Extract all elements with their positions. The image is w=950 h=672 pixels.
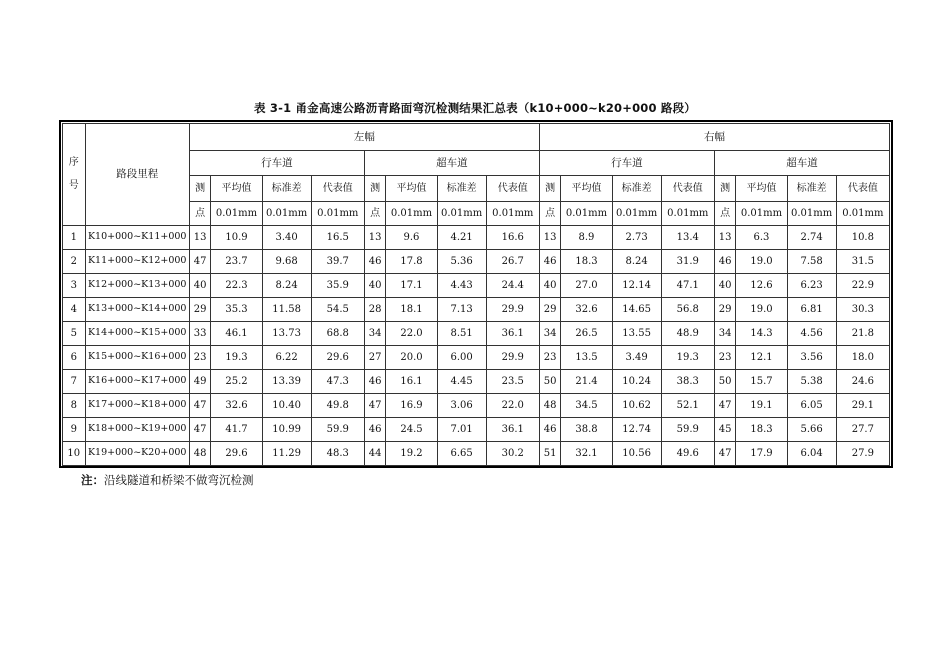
header-right-passing-std-unit: 0.01mm: [787, 202, 836, 226]
cell-l-pass-std: 3.06: [437, 394, 486, 418]
cell-l-drive-rep: 35.9: [311, 274, 364, 298]
cell-r-drive-rep: 38.3: [661, 370, 714, 394]
cell-l-pass-mean: 9.6: [386, 226, 437, 250]
header-left-driving-std: 标准差: [262, 176, 311, 202]
cell-seq: 9: [63, 418, 86, 442]
cell-r-pass-std: 4.56: [787, 322, 836, 346]
cell-l-pass-mean: 18.1: [386, 298, 437, 322]
cell-r-pass-mean: 6.3: [736, 226, 787, 250]
header-left-passing-std-unit: 0.01mm: [437, 202, 486, 226]
cell-r-drive-points: 48: [539, 394, 560, 418]
cell-l-pass-std: 4.43: [437, 274, 486, 298]
cell-l-drive-points: 13: [189, 226, 210, 250]
cell-range: K18+000~K19+000: [85, 418, 189, 442]
cell-l-drive-mean: 22.3: [211, 274, 262, 298]
cell-l-drive-points: 23: [189, 346, 210, 370]
cell-l-pass-mean: 24.5: [386, 418, 437, 442]
cell-seq: 10: [63, 442, 86, 466]
header-left-passing-rep: 代表值: [486, 176, 539, 202]
table-row: [63, 370, 890, 394]
cell-l-pass-std: 5.36: [437, 250, 486, 274]
cell-l-pass-rep: 26.7: [486, 250, 539, 274]
cell-r-drive-rep: 47.1: [661, 274, 714, 298]
cell-r-drive-points: 46: [539, 250, 560, 274]
header-left-passing-points: 点: [364, 202, 385, 226]
cell-r-drive-points: 46: [539, 418, 560, 442]
cell-range: K10+000~K11+000: [85, 226, 189, 250]
cell-l-drive-mean: 10.9: [211, 226, 262, 250]
cell-r-drive-points: 50: [539, 370, 560, 394]
cell-r-drive-std: 12.14: [612, 274, 661, 298]
cell-r-pass-points: 34: [714, 322, 735, 346]
cell-l-pass-points: 44: [364, 442, 385, 466]
header-right-passing-std: 标准差: [787, 176, 836, 202]
cell-r-pass-mean: 12.6: [736, 274, 787, 298]
cell-r-drive-std: 8.24: [612, 250, 661, 274]
cell-r-pass-mean: 18.3: [736, 418, 787, 442]
header-left-driving-std-unit: 0.01mm: [262, 202, 311, 226]
cell-l-pass-std: 4.45: [437, 370, 486, 394]
cell-r-drive-std: 12.74: [612, 418, 661, 442]
cell-l-pass-std: 7.01: [437, 418, 486, 442]
cell-seq: 4: [63, 298, 86, 322]
cell-r-drive-points: 13: [539, 226, 560, 250]
cell-r-drive-points: 29: [539, 298, 560, 322]
cell-r-pass-std: 2.74: [787, 226, 836, 250]
cell-l-pass-rep: 24.4: [486, 274, 539, 298]
cell-l-drive-std: 10.40: [262, 394, 311, 418]
cell-r-pass-mean: 19.0: [736, 250, 787, 274]
cell-r-pass-points: 23: [714, 346, 735, 370]
header-right-driving-std: 标准差: [612, 176, 661, 202]
cell-r-drive-std: 2.73: [612, 226, 661, 250]
header-seq: 序 号: [63, 124, 86, 226]
cell-l-drive-mean: 41.7: [211, 418, 262, 442]
cell-l-pass-mean: 19.2: [386, 442, 437, 466]
cell-seq: 1: [63, 226, 86, 250]
cell-r-drive-points: 51: [539, 442, 560, 466]
cell-r-drive-std: 10.62: [612, 394, 661, 418]
header-left-driving-mean: 平均值: [211, 176, 262, 202]
cell-r-drive-std: 3.49: [612, 346, 661, 370]
cell-l-drive-rep: 59.9: [311, 418, 364, 442]
table-row: [63, 274, 890, 298]
cell-seq: 2: [63, 250, 86, 274]
cell-l-pass-mean: 16.9: [386, 394, 437, 418]
header-left-passing-rep-unit: 0.01mm: [486, 202, 539, 226]
header-left-side: 左幅: [189, 124, 539, 151]
cell-r-pass-mean: 19.1: [736, 394, 787, 418]
header-right-driving-mean: 平均值: [561, 176, 612, 202]
cell-range: K19+000~K20+000: [85, 442, 189, 466]
cell-r-drive-std: 10.56: [612, 442, 661, 466]
cell-seq: 5: [63, 322, 86, 346]
cell-l-drive-rep: 54.5: [311, 298, 364, 322]
cell-l-pass-std: 4.21: [437, 226, 486, 250]
cell-r-drive-rep: 56.8: [661, 298, 714, 322]
cell-r-pass-rep: 30.3: [836, 298, 889, 322]
cell-l-pass-rep: 29.9: [486, 298, 539, 322]
header-right-driving-rep: 代表值: [661, 176, 714, 202]
cell-l-drive-std: 11.29: [262, 442, 311, 466]
header-right-passing-rep: 代表值: [836, 176, 889, 202]
cell-r-pass-points: 40: [714, 274, 735, 298]
cell-range: K11+000~K12+000: [85, 250, 189, 274]
cell-l-drive-mean: 46.1: [211, 322, 262, 346]
cell-l-drive-rep: 49.8: [311, 394, 364, 418]
cell-r-drive-mean: 26.5: [561, 322, 612, 346]
cell-r-pass-mean: 17.9: [736, 442, 787, 466]
header-left-passing-points: 测: [364, 176, 385, 202]
cell-r-drive-points: 23: [539, 346, 560, 370]
cell-r-pass-std: 3.56: [787, 346, 836, 370]
table-row: [63, 250, 890, 274]
cell-l-drive-std: 10.99: [262, 418, 311, 442]
cell-r-pass-std: 6.81: [787, 298, 836, 322]
table-row: [63, 394, 890, 418]
cell-l-drive-points: 48: [189, 442, 210, 466]
table-note: [81, 472, 254, 488]
cell-r-drive-mean: 32.1: [561, 442, 612, 466]
header-right-driving-points: 测: [539, 176, 560, 202]
cell-r-pass-std: 5.38: [787, 370, 836, 394]
cell-l-pass-points: 34: [364, 322, 385, 346]
cell-l-drive-mean: 23.7: [211, 250, 262, 274]
cell-l-pass-std: 7.13: [437, 298, 486, 322]
cell-r-pass-rep: 24.6: [836, 370, 889, 394]
header-left-driving-points: 测: [189, 176, 210, 202]
cell-r-drive-mean: 32.6: [561, 298, 612, 322]
cell-l-drive-std: 6.22: [262, 346, 311, 370]
cell-l-drive-rep: 48.3: [311, 442, 364, 466]
cell-r-pass-points: 13: [714, 226, 735, 250]
cell-l-drive-rep: 29.6: [311, 346, 364, 370]
cell-r-pass-rep: 10.8: [836, 226, 889, 250]
cell-l-pass-std: 8.51: [437, 322, 486, 346]
cell-r-pass-points: 47: [714, 394, 735, 418]
cell-r-pass-mean: 14.3: [736, 322, 787, 346]
cell-l-drive-mean: 25.2: [211, 370, 262, 394]
cell-l-drive-std: 11.58: [262, 298, 311, 322]
table-row: [63, 418, 890, 442]
cell-r-pass-std: 6.05: [787, 394, 836, 418]
cell-l-drive-std: 3.40: [262, 226, 311, 250]
cell-r-pass-rep: 22.9: [836, 274, 889, 298]
cell-r-drive-rep: 49.6: [661, 442, 714, 466]
header-left-driving-lane: 行车道: [189, 151, 364, 176]
cell-l-pass-points: 46: [364, 250, 385, 274]
note-text: 沿线隧道和桥梁不做弯沉检测: [104, 473, 254, 487]
cell-r-pass-rep: 27.7: [836, 418, 889, 442]
cell-l-pass-mean: 16.1: [386, 370, 437, 394]
cell-seq: 3: [63, 274, 86, 298]
cell-r-drive-mean: 18.3: [561, 250, 612, 274]
cell-l-drive-rep: 39.7: [311, 250, 364, 274]
table-row: [63, 226, 890, 250]
cell-l-drive-points: 29: [189, 298, 210, 322]
header-left-passing-std: 标准差: [437, 176, 486, 202]
cell-r-pass-std: 5.66: [787, 418, 836, 442]
deflection-table-frame: [59, 120, 893, 468]
cell-r-drive-mean: 27.0: [561, 274, 612, 298]
cell-range: K15+000~K16+000: [85, 346, 189, 370]
cell-r-pass-rep: 18.0: [836, 346, 889, 370]
cell-r-drive-rep: 19.3: [661, 346, 714, 370]
cell-l-pass-points: 40: [364, 274, 385, 298]
header-right-driving-std-unit: 0.01mm: [612, 202, 661, 226]
cell-l-pass-rep: 29.9: [486, 346, 539, 370]
header-right-side: 右幅: [539, 124, 889, 151]
cell-r-drive-rep: 31.9: [661, 250, 714, 274]
cell-l-drive-std: 13.39: [262, 370, 311, 394]
deflection-table: [62, 123, 890, 466]
cell-r-pass-mean: 19.0: [736, 298, 787, 322]
cell-l-pass-points: 46: [364, 418, 385, 442]
cell-l-drive-std: 9.68: [262, 250, 311, 274]
header-left-driving-rep-unit: 0.01mm: [311, 202, 364, 226]
cell-l-drive-mean: 19.3: [211, 346, 262, 370]
cell-l-drive-mean: 32.6: [211, 394, 262, 418]
cell-l-pass-rep: 16.6: [486, 226, 539, 250]
header-right-driving-lane: 行车道: [539, 151, 714, 176]
cell-l-pass-mean: 20.0: [386, 346, 437, 370]
header-left-passing-mean: 平均值: [386, 176, 437, 202]
cell-seq: 7: [63, 370, 86, 394]
cell-l-drive-mean: 29.6: [211, 442, 262, 466]
header-right-passing-mean-unit: 0.01mm: [736, 202, 787, 226]
cell-l-drive-rep: 16.5: [311, 226, 364, 250]
header-left-driving-points: 点: [189, 202, 210, 226]
table-row: [63, 298, 890, 322]
cell-l-drive-points: 47: [189, 394, 210, 418]
header-right-driving-points: 点: [539, 202, 560, 226]
cell-l-drive-points: 49: [189, 370, 210, 394]
cell-r-drive-mean: 34.5: [561, 394, 612, 418]
note-label: 注：: [81, 473, 104, 487]
cell-r-pass-points: 47: [714, 442, 735, 466]
table-header: [63, 124, 890, 226]
cell-range: K14+000~K15+000: [85, 322, 189, 346]
cell-l-pass-points: 28: [364, 298, 385, 322]
cell-r-pass-mean: 12.1: [736, 346, 787, 370]
cell-r-drive-rep: 52.1: [661, 394, 714, 418]
cell-l-pass-points: 27: [364, 346, 385, 370]
cell-l-pass-points: 13: [364, 226, 385, 250]
cell-r-pass-rep: 31.5: [836, 250, 889, 274]
header-left-driving-mean-unit: 0.01mm: [211, 202, 262, 226]
header-right-passing-rep-unit: 0.01mm: [836, 202, 889, 226]
header-left-driving-rep: 代表值: [311, 176, 364, 202]
cell-l-drive-std: 13.73: [262, 322, 311, 346]
cell-r-pass-rep: 27.9: [836, 442, 889, 466]
cell-l-drive-mean: 35.3: [211, 298, 262, 322]
cell-l-pass-rep: 36.1: [486, 418, 539, 442]
cell-l-drive-points: 40: [189, 274, 210, 298]
cell-r-drive-points: 34: [539, 322, 560, 346]
cell-l-drive-std: 8.24: [262, 274, 311, 298]
header-right-passing-points: 测: [714, 176, 735, 202]
header-right-passing-lane: 超车道: [714, 151, 889, 176]
cell-r-drive-std: 13.55: [612, 322, 661, 346]
header-right-driving-rep-unit: 0.01mm: [661, 202, 714, 226]
cell-r-pass-std: 7.58: [787, 250, 836, 274]
cell-r-pass-points: 46: [714, 250, 735, 274]
header-right-driving-mean-unit: 0.01mm: [561, 202, 612, 226]
cell-l-pass-rep: 23.5: [486, 370, 539, 394]
cell-l-pass-points: 46: [364, 370, 385, 394]
cell-r-pass-std: 6.04: [787, 442, 836, 466]
cell-l-pass-points: 47: [364, 394, 385, 418]
cell-l-pass-rep: 22.0: [486, 394, 539, 418]
cell-r-pass-rep: 21.8: [836, 322, 889, 346]
cell-l-pass-rep: 30.2: [486, 442, 539, 466]
table-row: [63, 346, 890, 370]
cell-r-pass-rep: 29.1: [836, 394, 889, 418]
cell-range: K12+000~K13+000: [85, 274, 189, 298]
cell-l-pass-std: 6.00: [437, 346, 486, 370]
cell-seq: 8: [63, 394, 86, 418]
cell-l-pass-mean: 22.0: [386, 322, 437, 346]
cell-seq: 6: [63, 346, 86, 370]
cell-range: K17+000~K18+000: [85, 394, 189, 418]
header-left-passing-mean-unit: 0.01mm: [386, 202, 437, 226]
cell-r-pass-std: 6.23: [787, 274, 836, 298]
table-row: [63, 322, 890, 346]
cell-l-drive-points: 47: [189, 418, 210, 442]
cell-r-drive-rep: 59.9: [661, 418, 714, 442]
cell-r-drive-mean: 13.5: [561, 346, 612, 370]
cell-r-drive-std: 14.65: [612, 298, 661, 322]
cell-r-drive-rep: 13.4: [661, 226, 714, 250]
cell-r-drive-rep: 48.9: [661, 322, 714, 346]
cell-range: K13+000~K14+000: [85, 298, 189, 322]
header-right-passing-mean: 平均值: [736, 176, 787, 202]
header-range: 路段里程: [85, 124, 189, 226]
cell-l-pass-rep: 36.1: [486, 322, 539, 346]
cell-r-pass-mean: 15.7: [736, 370, 787, 394]
cell-r-drive-points: 40: [539, 274, 560, 298]
table-body: [63, 226, 890, 466]
cell-r-drive-std: 10.24: [612, 370, 661, 394]
cell-l-pass-mean: 17.8: [386, 250, 437, 274]
cell-r-drive-mean: 21.4: [561, 370, 612, 394]
cell-l-drive-rep: 47.3: [311, 370, 364, 394]
table-caption: 表 3-1 甬金高速公路沥青路面弯沉检测结果汇总表（k10+000~k20+000 路段）: [253, 101, 696, 115]
cell-r-pass-points: 45: [714, 418, 735, 442]
cell-l-drive-rep: 68.8: [311, 322, 364, 346]
cell-r-drive-mean: 8.9: [561, 226, 612, 250]
cell-r-drive-mean: 38.8: [561, 418, 612, 442]
table-row: [63, 442, 890, 466]
cell-l-drive-points: 47: [189, 250, 210, 274]
cell-l-drive-points: 33: [189, 322, 210, 346]
header-right-passing-points: 点: [714, 202, 735, 226]
cell-r-pass-points: 29: [714, 298, 735, 322]
cell-l-pass-std: 6.65: [437, 442, 486, 466]
cell-range: K16+000~K17+000: [85, 370, 189, 394]
cell-l-pass-mean: 17.1: [386, 274, 437, 298]
header-left-passing-lane: 超车道: [364, 151, 539, 176]
cell-r-pass-points: 50: [714, 370, 735, 394]
